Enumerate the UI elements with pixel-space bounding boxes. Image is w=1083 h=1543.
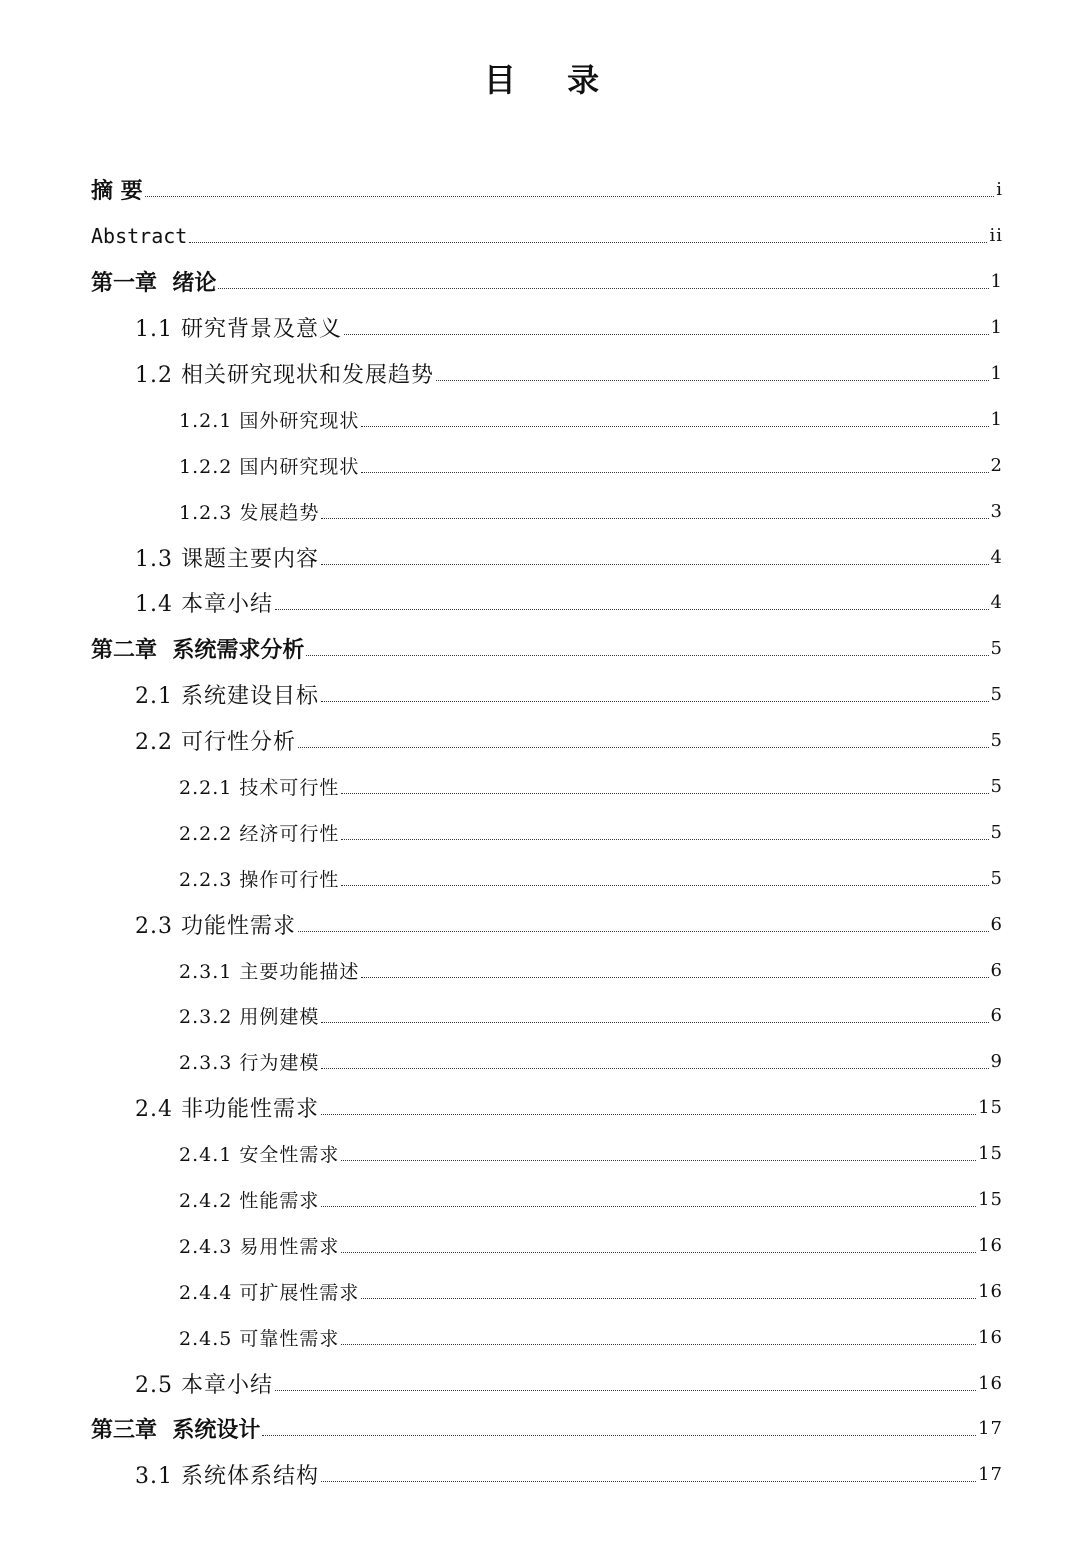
toc-entry-page-number: 5	[990, 638, 1003, 660]
toc-entry[interactable]	[0, 351, 1083, 397]
toc-entry[interactable]	[0, 305, 1083, 351]
toc-entry[interactable]	[0, 1360, 1083, 1406]
toc-entry[interactable]	[0, 1177, 1083, 1223]
toc-entry-label: Abstract	[91, 223, 188, 248]
toc-entry-page-number: 1	[990, 317, 1003, 339]
toc-dot-leader	[145, 196, 995, 197]
toc-entry-label: 2.3.1 主要功能描述	[179, 960, 360, 983]
toc-dot-leader	[321, 1481, 976, 1482]
toc-entry-label: 2.5 本章小结	[135, 1372, 273, 1398]
page-title: 目 录	[483, 61, 620, 99]
toc-entry-page-number: 5	[990, 684, 1003, 706]
toc-entry-label: 2.3 功能性需求	[135, 913, 296, 939]
toc-entry-label: 1.2 相关研究现状和发展趋势	[135, 363, 434, 388]
toc-entry-label: 2.3.3 行为建模	[179, 1052, 320, 1075]
toc-dot-leader	[341, 885, 988, 886]
toc-entry-label: 2.2.1 技术可行性	[179, 777, 340, 800]
toc-entry[interactable]	[0, 396, 1083, 442]
toc-dot-leader	[218, 288, 988, 289]
toc-dot-leader	[321, 1068, 988, 1069]
toc-entry-page-number: i	[996, 179, 1003, 201]
toc-dot-leader	[321, 1206, 976, 1207]
toc-entry-page-number: 6	[990, 913, 1003, 935]
toc-entry-page-number: 5	[990, 867, 1003, 889]
toc-entry[interactable]	[0, 1222, 1083, 1268]
toc-entry-page-number: 1	[990, 408, 1003, 430]
toc-entry-label: 1.4 本章小结	[135, 592, 273, 618]
toc-entry[interactable]	[0, 1452, 1083, 1498]
toc-entry-label: 1.2.1 国外研究现状	[179, 409, 360, 432]
toc-entry-page-number: 9	[990, 1051, 1003, 1073]
toc-entry-label: 1.1 研究背景及意义	[135, 317, 342, 343]
toc-dot-leader	[321, 518, 988, 519]
toc-entry[interactable]	[0, 947, 1083, 993]
toc-entry[interactable]	[0, 1406, 1083, 1452]
toc-entry-page-number: 16	[978, 1234, 1003, 1256]
toc-entry[interactable]	[0, 1131, 1083, 1177]
toc-dot-leader	[189, 242, 987, 243]
toc-dot-leader	[341, 839, 988, 840]
toc-dot-leader	[321, 701, 989, 702]
toc-entry-label: 2.4.5 可靠性需求	[179, 1327, 340, 1350]
toc-entry[interactable]	[0, 718, 1083, 764]
toc-entry-page-number: 2	[990, 454, 1003, 476]
toc-entry-page-number: 6	[990, 1005, 1003, 1027]
toc-entry-page-number: 4	[990, 592, 1003, 614]
toc-entry-label: 2.4.1 安全性需求	[179, 1144, 340, 1167]
toc-entry[interactable]	[0, 1085, 1083, 1131]
toc-entry[interactable]	[0, 1268, 1083, 1314]
toc-entry-label: 第一章 绪论	[91, 271, 217, 297]
toc-entry-page-number: 6	[990, 959, 1003, 981]
toc-dot-leader	[341, 1252, 976, 1253]
toc-entry[interactable]	[0, 1039, 1083, 1085]
toc-entry-label: 2.4.2 性能需求	[179, 1190, 320, 1213]
toc-dot-leader	[361, 977, 988, 978]
toc-entry-label: 2.4.3 易用性需求	[179, 1235, 340, 1258]
toc-entry[interactable]	[0, 580, 1083, 626]
toc-entry-label: 摘 要	[91, 179, 143, 205]
table-of-contents	[0, 167, 1083, 1498]
toc-dot-leader	[275, 1390, 976, 1391]
toc-entry-page-number: 16	[978, 1372, 1003, 1394]
toc-entry-page-number: 1	[990, 363, 1003, 384]
toc-entry[interactable]	[0, 809, 1083, 855]
toc-entry[interactable]	[0, 764, 1083, 810]
toc-dot-leader	[298, 931, 989, 932]
toc-entry-label: 2.4 非功能性需求	[135, 1097, 319, 1123]
toc-entry[interactable]	[0, 213, 1083, 259]
toc-entry[interactable]	[0, 167, 1083, 213]
toc-dot-leader	[306, 655, 988, 656]
toc-entry[interactable]	[0, 993, 1083, 1039]
toc-entry-page-number: 4	[990, 546, 1003, 568]
toc-dot-leader	[341, 1160, 976, 1161]
toc-dot-leader	[298, 747, 989, 748]
toc-dot-leader	[321, 1022, 988, 1023]
toc-entry-label: 第二章 系统需求分析	[91, 638, 305, 664]
toc-entry-label: 2.3.2 用例建模	[179, 1006, 320, 1029]
toc-entry[interactable]	[0, 488, 1083, 534]
toc-entry-page-number: 15	[978, 1189, 1003, 1211]
toc-entry-label: 2.2.2 经济可行性	[179, 822, 340, 845]
toc-entry-page-number: ii	[989, 225, 1003, 247]
toc-entry-label: 2.2.3 操作可行性	[179, 868, 340, 891]
toc-entry-page-number: 17	[978, 1418, 1003, 1440]
toc-dot-leader	[361, 472, 988, 473]
toc-dot-leader	[344, 334, 989, 335]
toc-entry-label: 1.3 课题主要内容	[135, 546, 319, 572]
toc-entry[interactable]	[0, 901, 1083, 947]
toc-entry[interactable]	[0, 259, 1083, 305]
toc-entry-label: 1.2.3 发展趋势	[179, 501, 320, 524]
toc-entry[interactable]	[0, 855, 1083, 901]
toc-entry[interactable]	[0, 1314, 1083, 1360]
toc-dot-leader	[341, 793, 988, 794]
toc-dot-leader	[361, 426, 988, 427]
toc-entry[interactable]	[0, 672, 1083, 718]
toc-entry-page-number: 15	[978, 1143, 1003, 1165]
toc-entry-page-number: 1	[990, 271, 1003, 293]
toc-entry-page-number: 17	[978, 1464, 1003, 1486]
toc-entry-page-number: 3	[990, 500, 1003, 522]
toc-entry-page-number: 5	[990, 730, 1003, 752]
toc-dot-leader	[436, 380, 989, 381]
toc-entry-label: 第三章 系统设计	[91, 1418, 261, 1444]
toc-dot-leader	[361, 1298, 976, 1299]
toc-entry-label: 2.1 系统建设目标	[135, 684, 319, 710]
toc-entry[interactable]	[0, 442, 1083, 488]
toc-entry-label: 3.1 系统体系结构	[135, 1464, 319, 1490]
toc-dot-leader	[321, 564, 989, 565]
toc-entry-label: 1.2.2 国内研究现状	[179, 455, 360, 478]
toc-entry[interactable]	[0, 534, 1083, 580]
toc-dot-leader	[341, 1344, 976, 1345]
toc-entry[interactable]	[0, 626, 1083, 672]
toc-dot-leader	[262, 1435, 976, 1436]
toc-entry-label: 2.4.4 可扩展性需求	[179, 1281, 360, 1304]
toc-entry-label: 2.2 可行性分析	[135, 730, 296, 756]
toc-dot-leader	[321, 1114, 976, 1115]
toc-entry-page-number: 16	[978, 1326, 1003, 1348]
toc-entry-page-number: 15	[978, 1097, 1003, 1119]
toc-entry-page-number: 16	[978, 1280, 1003, 1302]
toc-dot-leader	[275, 609, 989, 610]
toc-entry-page-number: 5	[990, 776, 1003, 798]
toc-entry-page-number: 5	[990, 821, 1003, 843]
